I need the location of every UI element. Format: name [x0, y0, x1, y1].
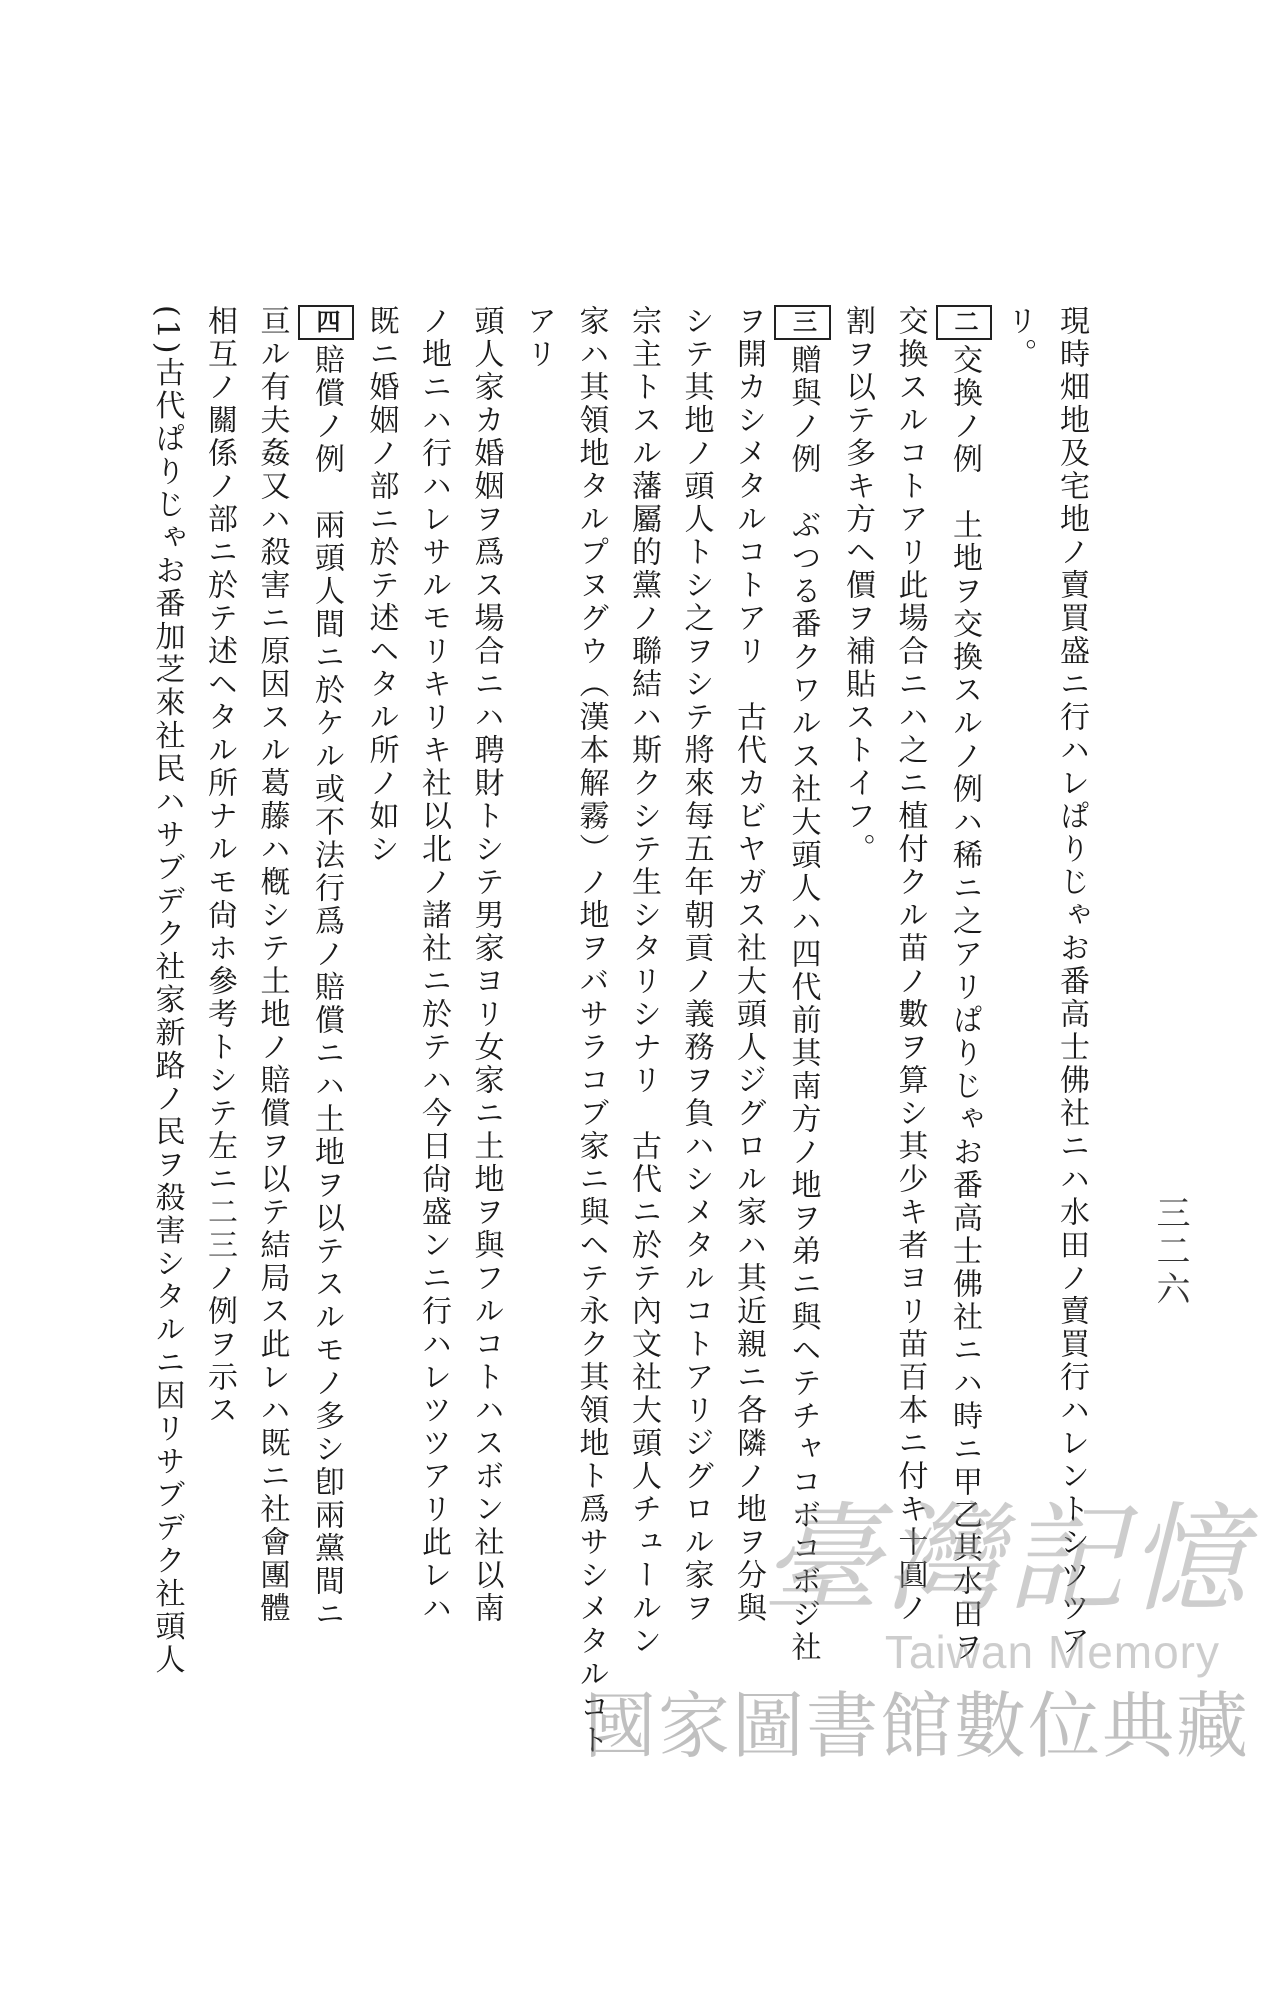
watermark-subtitle: 國家圖書館數位典藏 [583, 1684, 1250, 1768]
text-line-7: ヲ開カシメタルコトアリ 古代カビヤガス社大頭人ジグロル家ハ其近親ニ各隣ノ地ヲ分與 [731, 305, 766, 1625]
text-line-10: 家ハ其領地タルプヌグウ（漢本解霧）ノ地ヲバサラコブ家ニ與ヘテ永ク其領地ト爲サシメタルコト [573, 305, 609, 1757]
text-line-1: 現時畑地及宅地ノ賣買盛ニ行ハレぱりじゃお番高士佛社ニハ水田ノ賣買行ハレントシツツア [1054, 305, 1089, 1658]
text-line-2: リ。 [1001, 305, 1037, 371]
page-number: 三二六 [1150, 1195, 1190, 1309]
watermark-chinese-title: 臺灣記憶 [761, 1490, 1250, 1628]
text-line-17: 相互ノ關係ノ部ニ於テ述ヘタル所ナルモ尙ホ參考トシテ左ニ二三ノ例ヲ示ス [202, 305, 237, 1427]
section-marker-2: 二 [936, 305, 993, 340]
text-line-8: シテ其地ノ頭人トシ之ヲシテ將來每五年朝貢ノ義務ヲ負ハシメタルコトアリジグロル家ヲ [678, 305, 714, 1625]
vertical-text-body [97, 305, 1097, 1785]
example-marker-1: (1) [149, 305, 185, 357]
text-line-9: 宗主トスル藩屬的黨ノ聯結ハ斯クシテ生シタリシナリ 古代ニ於テ內文社大頭人チュールン [626, 305, 661, 1658]
text-line-16: 亘ル有夫姦又ハ殺害ニ原因スル葛藤ハ槪シテ土地ノ賠償ヲ以テ結局ス此レハ既ニ社會團體 [254, 305, 290, 1625]
watermark-english-title: Taiwan Memory [884, 1626, 1220, 1678]
section-heading-gift: 三贈與ノ例 ぶつる番クワルス社大頭人ハ四代前其南方ノ地ヲ弟ニ與ヘテチャコボコボジ社 [774, 305, 831, 1785]
section-heading-compensation: 四賠償ノ例 兩頭人間ニ於ケル或不法行爲ノ賠償ニハ土地ヲ以テスルモノ多シ卽兩黨間ニ [298, 305, 355, 1785]
section-marker-4: 四 [298, 305, 355, 340]
text-line-12: 頭人家カ婚姻ヲ爲ス場合ニハ聘財トシテ男家ヨリ女家ニ土地ヲ與フルコトハスボン社以南 [468, 305, 504, 1625]
text-line-5: 割ヲ以テ多キ方ヘ價ヲ補貼ストイフ。 [840, 305, 875, 866]
text-line-14: 既ニ婚姻ノ部ニ於テ述ヘタル所ノ如シ [363, 305, 399, 866]
example-heading-1: (1)古代ぱりじゃお番加芝來社民ハサブデク社家新路ノ民ヲ殺害シタルニ因リサブデク社頭人 [149, 305, 185, 1677]
text-line-13: ノ地ニハ行ハレサルモリキリキ社以北ノ諸社ニ於テハ今日尙盛ンニ行ハレツツアリ此レハ [416, 305, 451, 1625]
text-line-11: アリ [521, 305, 556, 371]
section-heading-exchange: 二交換ノ例 土地ヲ交換スルノ例ハ稀ニ之アリぱりじゃお番高士佛社ニハ時ニ甲乙其水田ヲ [936, 305, 993, 1785]
text-line-4: 交換スルコトアリ此場合ニハ之ニ植付クル苗ノ數ヲ算シ其少キ者ヨリ苗百本ニ付キ十圓ノ [892, 305, 928, 1625]
section-marker-3: 三 [774, 305, 831, 340]
